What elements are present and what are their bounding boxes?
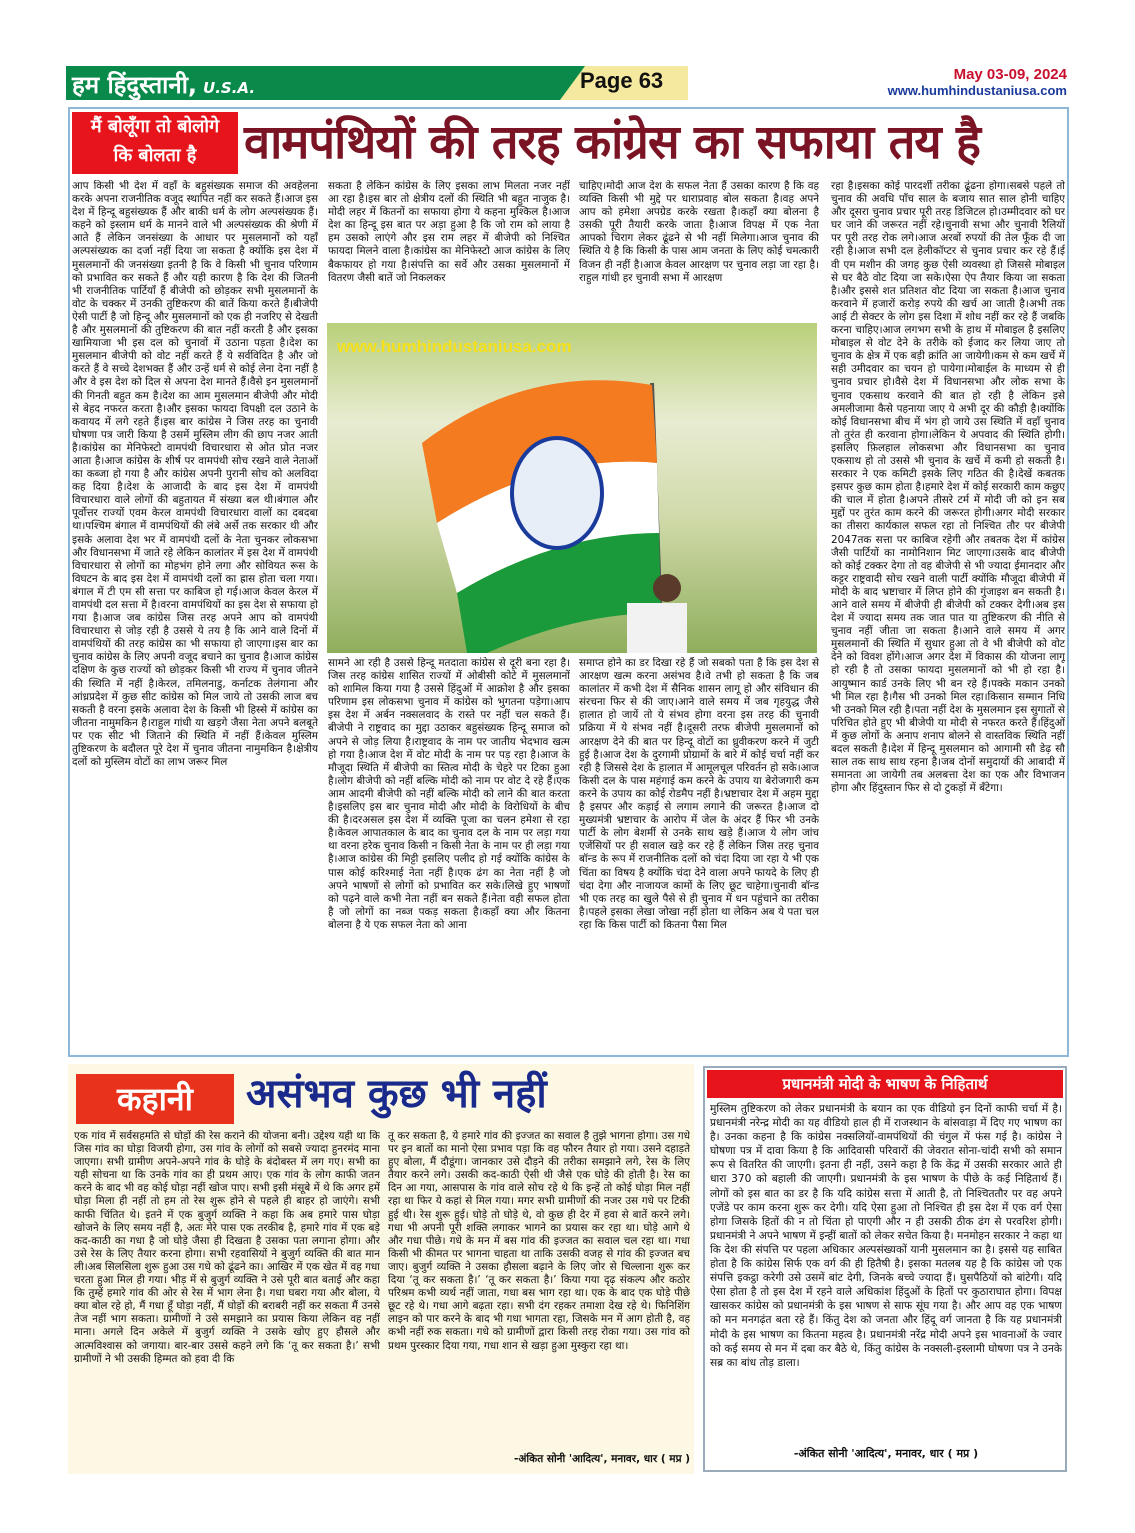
story-tag: कहानी (76, 1074, 234, 1124)
article-column-3-top: चाहिए।मोदी आज देश के सफल नेता हैं उसका कारण है कि वह व्यक्ति किसी भी मुद्दे पर धाराप्रवाह बोल सकता है।वह अपने आप को हमेशा अपग्रेड करके रखता है।कहाँ क्या बोलना है उसकी पूरी तैयारी करके जाता है।आज विपक्ष में एक नेता आपको चिराग लेकर ढूंढने से भी नहीं मिलेगा।आज चुनाव की स्थिति ये है कि किसी के पास आम जनता के लिए कोई चमत्कारी विजन ही नहीं है।आज केवल आरक्षण पर चुनाव लड़ा जा रहा है।राहुल गांधी हर चुनावी सभा में आरक्षण (579, 180, 819, 284)
issue-date: May 03-09, 2024 (953, 66, 1067, 83)
website-link[interactable]: www.humhindustaniusa.com (887, 83, 1067, 98)
story-text: तू कर सकता है, ये हमारे गांव की इज्जत का सवाल है तुझे भागना होगा। उस गधे पर इन बातों का मानो ऐसा प्रभाव पड़ा कि वह फौरन तैयार हो गया। उसने दहाड़ते हुए बोला, मैं दौडूंगा। जानकार उसे दौड़ने की तरीका समझाने लगे, रेस के लिए तैयार करने लगे। उसकी कद-काठी ऐसी थी जैसे एक घोड़े की होती है। रेस का दिन आ गया, आसपास के गांव वाले सोच रहे थे कि इन्हें तो कोई घोड़ा मिल नहीं रहा था फिर ये कहां से मिल गया। मगर सभी ग्रामीणों की नजर उस गधे पर टिकी हुई थी। रेस शुरू हुई। घोड़े तो घोड़े थे, वो कुछ ही देर में हवा से बातें करने लगे। गधा भी अपनी पूरी शक्ति लगाकर भागने का प्रयास कर रहा था। घोड़े आगे थे और गधा पीछे। गधे के मन में बस गांव की इज्जत का सवाल चल रहा था। गधा किसी भी कीमत पर भागना चाहता था ताकि उसकी वजह से गांव की इज्जत बच जाए। बुजुर्ग व्यक्ति ने उसका हौसला बढ़ाने के लिए जोर से चिल्लाना शुरू कर दिया ‘तू कर सकता है।’ ‘तू कर सकता है।’ किया गया दृढ़ संकल्प और कठोर परिश्रम कभी व्यर्थ नहीं जाता, गधा बस भाग रहा था। एक के बाद एक घोड़े पीछे छूट रहे थे। गधा आगे बढ़ता रहा। सभी दंग रहकर तमाशा देख रहे थे। फिनिशिंग लाइन को पार करने के बाद भी गधा भागता रहा, जिसके मन में आग होती है, वह कभी नहीं रुक सकता। गधे को ग्रामीणों द्वारा किसी तरह रोका गया। उस गांव को प्रथम पुरस्कार दिया गया, गधा शान से खड़ा हुआ मुस्कुरा रहा था। (388, 1130, 690, 1352)
article-column-3-bottom: समाप्त होने का डर दिखा रहे हैं जो सबको पता है कि इस देश से आरक्षण खत्म करना असंभव है।वे तभी हो सकता है कि जब कालांतर में कभी देश में सैनिक शासन लागू हो और संविधान की संरचना फिर से की जाए।आने वाले समय में जब गृहयुद्ध जैसे हालात हो जायें तो ये संभव होगा वरना इस तरह की चुनावी प्रक्रिया में ये संभव नहीं है।दूसरी तरफ बीजेपी मुसलमानों को आरक्षण देने की बात पर हिन्दू वोटों का ध्रुवीकरण करने में जुटी हुई है।आज देश के दुरगामी प्रोग्रामों के बारे में कोई चर्चा नहीं कर रही है जिससे देश के हालात में आमूलचूल परिवर्तन हो सके।आज किसी दल के पास महंगाई कम करने के उपाय या बेरोजगारी कम करने के उपाय का कोई रोडमैप नहीं है।भ्रष्टाचार देश में अहम मुद्दा है इसपर और कड़ाई से लगाम लगाने की जरूरत है।आज दो मुख्यमंत्री भ्रष्टाचार के आरोप में जेल के अंदर हैं फिर भी उनके पार्टी के लोग बेशर्मी से उनके साथ खड़े हैं।आज ये लोग जांच एजेंसियों पर ही सवाल खड़े कर रहे हैं लेकिन जिस तरह चुनाव बॉन्ड के रूप में राजनीतिक दलों को चंदा दिया जा रहा ये भी एक चिंता का विषय है क्योंकि चंदा देने वाला अपने फायदे के लिए ही चंदा देगा और नाजायज कामों के लिए छूट चाहेगा।चुनावी बॉन्ड भी एक तरह का खुले पैसे से ही चुनाव में धन पहुंचाने का तरीका है।पहले इसका लेखा जोखा नहीं होता था लेकिन अब ये पता चल रहा कि किस पार्टी को कितना पैसा मिल (579, 657, 819, 931)
column-tag-line: मैं बोलूँगा तो बोलोगे (90, 116, 220, 137)
story-column-2 (388, 1130, 690, 1468)
sidebar-text: मुस्लिम तुष्टिकरण को लेकर प्रधानमंत्री के बयान का एक वीडियो इन दिनों काफी चर्चा में है। प्रधानमंत्री नरेन्द्र मोदी का यह वीडियो हाल ही में राजस्थान के बांसवाड़ा में दिए गए भाषण का है। उनका कहना है कि कांग्रेस नक्सलियों-वामपंथियों की चंगुल में फंस गई है। कांग्रेस ने घोषणा पत्र में दावा किया है कि आदिवासी परिवारों की जेवरात सोना-चांदी सभी को समान रूप से वितरित की जाएगी। इतना ही नहीं, उसने कहा है कि केंद्र में उसकी सरकार आते ही धारा 370 को बहाली की जाएगी। प्रधानमंत्री के इस भाषण के पीछे के कई निहितार्थ हैं। लोगों को इस बात का डर है कि यदि कांग्रेस सत्ता में आती है, तो निश्चिततौर पर वह अपने एजेंडे पर काम करना शुरू कर देगी। यदि ऐसा हुआ तो निश्चित ही इस देश में एक वर्ग ऐसा होगा जिसके हितों की न तो चिंता हो पाएगी और न ही उसकी ठीक ढंग से परवरिश होगी। प्रधानमंत्री ने अपने भाषण में इन्हीं बातों को लेकर सचेत किया है। मनमोहन सरकार ने कहा था कि देश की संपत्ति पर पहला अधिकार अल्पसंख्यकों यानी मुसलमान का है। इससे यह साबित होता है कि कांग्रेस सिर्फ एक वर्ग की ही हितैषी है। इसका मतलब यह है कि कांग्रेस जो एक संपत्ति इकट्ठा करेगी उसे उसमें बांट देगी, जिनके बच्चे ज्यादा हैं। घुसपैठियों को बांटेगी। यदि ऐसा होता है तो इस देश में रहने वाले अधिकांश हिंदुओं के हितों पर कुठाराघात होगा। विपक्ष खासकर कांग्रेस को प्रधानमंत्री के इस भाषण से साफ सूंघ गया है। और आप वह एक भाषण को मन मनगढ़ंत बता रहे हैं। किंतु देश को जनता और हिंदू वर्ग जानता है कि यह प्रधानमंत्री मोदी के इस भाषण का कितना महत्व है। प्रधानमंत्री नरेंद्र मोदी अपने इस भावनाओं के ज्वार को कई समय से मन में दबा कर बैठे थे, किंतु कांग्रेस के नक्सली-इस्लामी घोषणा पत्र ने उनके सब्र का बांध तोड़ डाला। (710, 1103, 1062, 1369)
story-title: असंभव कुछ भी नहीं (246, 1071, 547, 1117)
page-number: Page 63 (580, 68, 664, 93)
article-column-4: रहा है।इसका कोई पारदर्शी तरीका ढूंढना होगा।सबसे पहले तो चुनाव की अवधि पाँच साल के बजाय सात साल होनी चाहिए और दूसरा चुनाव प्रचार पूरी तरह डिजिटल हो।उम्मीदवार को घर घर जाने की जरूरत नहीं रहे।चुनावी सभा और चुनावी रैलियों पर पूरी तरह रोक लगे।आज अरबों रुपयों की तेल फूँक दी जा रही है।आज सभी दल हेलीकॉप्टर से चुनाव प्रचार कर रहे हैं।ई वी एम मशीन की जगह कुछ ऐसी व्यवस्था हो जिससे मोबाइल से घर बैठे वोट दिया जा सके।ऐसा ऐप तैयार किया जा सकता है।और इससे शत प्रतिशत वोट दिया जा सकता है।आज चुनाव करवाने में हजारों करोड़ रुपये की खर्च आ जाती है।अभी तक आई टी सेक्टर के लोग इस दिशा में शोध नहीं कर रहे हैं जबकि करना चाहिए।आज लगभग सभी के हाथ में मोबाइल है इसलिए मोबाइल से वोट देने के तरीके को ईजाद कर लिया जाए तो चुनाव के क्षेत्र में एक बड़ी क्रांति आ जायेगी।कम से कम खर्चे में सही उमीदवार का चयन हो पायेगा।मोबाईल के माध्यम से ही चुनाव प्रचार हो।वैसे देश में विधानसभा और लोक सभा के चुनाव एकसाथ करवाने की बात हो रही है लेकिन इसे अमलीजामा कैसे पहनाया जाए ये अभी दूर की कौड़ी है।क्योंकि कोई विधानसभा बीच में भंग हो जाये उस स्थिति में वहाँ चुनाव तो तुरंत ही करवाना होगा।लेकिन ये अपवाद की स्थिति होगी।इसलिए फ़िलहाल लोकसभा और विधानसभा का चुनाव एकसाथ हो तो उससे भी चुनाव के खर्चे में कमी हो सकती है।सरकार ने एक कमिटी इसके लिए गठित की है।देखें कबतक इसपर कुछ काम होता है।हमारे देश में कोई सरकारी काम कछुए की चाल में होता है।अपने तीसरे टर्म में मोदी जी को इन सब मुद्दों पर तुरंत काम करने की जरूरत होगी।अगर मोदी सरकार का तीसरा कार्यकाल सफल रहा तो निश्चित तौर पर बीजेपी 2047तक सत्ता पर काबिज रहेगी और तबतक देश में कांग्रेस जैसी पार्टियों का नामोनिशान मिट जाएगा।उसके बाद बीजेपी को कोई टक्कर देगा तो वह बीजेपी से भी ज्यादा ईमानदार और कट्टर राष्ट्रवादी सोच रखने वाली पार्टी क्योंकि मौजूदा बीजेपी में मोदी के बाद भ्रष्टाचार में लिप्त होने की गुंजाइश बन सकती है।आने वाले समय में बीजेपी ही बीजेपी को टक्कर देगी।अब इस देश में ज्यादा समय तक जात पात या तुष्टिकरण की नीति से चुनाव नहीं जीता जा सकता है।आने वाले समय में अगर मुसलमानों की स्थिति में सुधार हुआ तो वे भी बीजेपी को वोट देने को विवश होंगे।आज अगर देश में विकास की योजना लागू हो रही है तो उसका फायदा मुसलमानों को भी हो रहा है।आयुष्मान कार्ड उनके लिए भी बन रहे हैं।पक्के मकान उनको भी मिल रहा है।गैस भी उनको मिल रहा।किसान सम्मान निधि भी उनको मिल रही है।पता नहीं देश के मुसलमान इस सुगातों से परिचित होते हुए भी बीजेपी या मोदी से नफरत करते हैं।हिंदुओं में कुछ लोगों के अनाप शनाप बोलने से वास्तविक स्थिति नहीं बदल सकती है।देश में हिन्दू मुसलमान को आगामी सौ डेढ़ सौ साल तक साथ साथ रहना है।जब दोनों समुदायों की आबादी में समानता आ जायेगी तब अलबत्ता देश का एक और विभाजन होगा और हिंदुस्तान फिर से दो टुकड़ों में बँटेगा। (831, 180, 1065, 795)
brand-logo (72, 68, 255, 101)
sidebar-article (710, 1102, 1062, 1468)
article-column-2-bottom: सामने आ रही है उससे हिन्दू मतदाता कांग्रेस से दूरी बना रहा है।जिस तरह कांग्रेस शासित राज्यों में ओबीसी कोटे में मुसलमानों को शामिल किया गया है उससे हिंदुओं में आक्रोश है और इसका परिणाम इस लोकसभा चुनाव में कांग्रेस को भुगतना पड़ेगा।आप इस देश में अर्बन नक्सलवाद के रास्ते पर नहीं चल सकते हैं।बीजेपी ने राष्ट्रवाद का मुद्दा उठाकर बहुसंख्यक हिन्दू समाज को अपने से जोड़ लिया है।राष्ट्रवाद के नाम पर जातीय भेदभाव खत्म हो गया है।आज देश में वोट मोदी के नाम पर पड़ रहा है।आज के मौजूदा स्थिति में बीजेपी का स्तित्व मोदी के चेहरे पर टिका हुआ है।लोग बीजेपी को नहीं बल्कि मोदी को नाम पर वोट दे रहे हैं।एक आम आदमी बीजेपी को नहीं बल्कि मोदी को लाने की बात करता है।इसलिए इस बार चुनाव मोदी और मोदी के विरोधियों के बीच की है।दरअसल इस देश में व्यक्ति पूजा का चलन हमेशा से रहा है।केवल आपातकाल के बाद का चुनाव दल के नाम पर लड़ा गया था वरना हरेक चुनाव किसी न किसी नेता के नाम पर ही लड़ा गया है।आज कांग्रेस की मिट्टी इसलिए पलीद हो गई क्योंकि कांग्रेस के पास कोई करिश्माई नेता नहीं है।एक ढंग का नेता नहीं है जो अपने भाषणों से लोगों को प्रभावित कर सके।लिखे हुए भाषणों को पढ़ने वाले कभी नेता नहीं बन सकते हैं।नेता वही सफल होता है जो लोगों का नब्ज पकड़ सकता है।कहाँ क्या और कितना बोलना है ये एक सफल नेता को आना (328, 657, 570, 931)
story-column-1: एक गांव में सर्वसहमति से घोड़ों की रेस कराने की योजना बनी। उद्देश्य यही था कि जिस गांव का घोड़ा विजयी होगा, उस गांव के लोगों को सबसे ज्यादा हुनरमंद माना जाएगा। सभी ग्रामीण अपने-अपने गांव के घोड़े के बंदोबस्त में लग गए। सभी का यही सोचना था कि उनके गांव का ही प्रथम आए। एक गांव के लोग काफी जतन करने के बाद भी वह कोई घोड़ा नहीं खोज पाए। सभी इसी मंसूबे में थे कि अगर हमें घोड़ा मिला ही नहीं तो हम तो रेस शुरू होने से पहले ही बाहर हो जाएंगे। सभी काफी चिंतित थे। इतने में एक बुजुर्ग व्यक्ति ने कहा कि अब हमारे पास घोड़ा खोजने के लिए समय नहीं है, अतः मेरे पास एक तरकीब है, हमारे गांव में एक बड़े कद-काठी का गधा है जो घोड़े जैसा ही दिखता है उसका पता लगाना होगा। और उसे रेस के लिए तैयार करना होगा। सभी रहवासियों ने बुजुर्ग व्यक्ति की बात मान ली।अब सिलसिला शुरू हुआ उस गधे को ढूंढने का। आखिर में एक खेत में वह गधा चरता हुआ मिल ही गया। भीड़ में से बुजुर्ग व्यक्ति ने उसे पूरी बात बताई और कहा कि तुम्हें हमारे गांव की ओर से रेस में भाग लेना है। गधा घबरा गया और बोला, ये क्या बोल रहे हो, मैं गधा हूँ घोड़ा नहीं, मैं घोड़ों की बराबरी नहीं कर सकता मैं उनसे तेज नहीं भाग सकता। ग्रामीणों ने उसे समझाने का प्रयास किया लेकिन वह नहीं माना। अगले दिन अकेले में बुजुर्ग व्यक्ति ने उसके खोए हुए हौसले और आत्मविश्वास को जगाया। बार-बार उससे कहने लगे कि ‘तू कर सकता है।’ सभी ग्रामीणों ने भी उसकी हिम्मत को हवा दी कि (74, 1130, 380, 1365)
sidebar-title: प्रधानमंत्री मोदी के भाषण के निहितार्थ (707, 1070, 1063, 1098)
column-tag (72, 112, 238, 174)
flag-illustration (327, 323, 817, 653)
photo-watermark: www.humhindustaniusa.com (337, 337, 572, 356)
article-column-1: आप किसी भी देश में वहाँ के बहुसंख्यक समाज की अवहेलना करके अपना राजनीतिक वजूद स्थापित नहीं कर सकते हैं।आज इस देश में हिन्दू बहुसंख्यक हैं और बाकी धर्म के लोग अल्पसंख्यक हैं।कहने को इस्लाम धर्म के मानने वाले भी अल्पसंख्यक की श्रेणी में आते हैं लेकिन जनसंख्या के आधार पर मुसलमानों को यहाँ अल्पसंख्यक का दर्जा नहीं दिया जा सकता है क्योंकि इस देश में मुसलमानों की जनसंख्या इतनी है कि वे किसी भी चुनाव परिणाम को प्रभावित कर सकते हैं और यही कारण है कि देश की जितनी भी राजनीतिक पार्टियाँ हैं बीजेपी को छोड़कर सभी मुसलमानों के वोट के चक्कर में उनकी तुष्टिकरण की बातें किया करते हैं।बीजेपी ऐसी पार्टी है जो हिन्दू और मुसलमानों को एक ही नजरिए से देखती है और मुसलमानों की तुष्टिकरण की बात नहीं करती है और इसका खामियाजा भी इस दल को चुनावों में उठाना पड़ता है।देश का मुसलमान बीजेपी को वोट नहीं करते हैं ये सर्वविदित है और जो करते हैं वे सच्चे देशभक्त हैं और उन्हें धर्म से कोई लेना देना नहीं है और वे इस देश को दिल से अपना देश मानते हैं।वैसे इन मुसलमानों की गिनती बहुत कम है।देश का आम मुसलमान बीजेपी और मोदी से बेहद नफरत करता है।और इसका फायदा विपक्षी दल उठाने के कवायद में लगे रहते हैं।इस बार कांग्रेस ने जिस तरह का चुनावी घोषणा पत्र जारी किया है उसमें मुस्लिम लीग की छाप नजर आती है।कांग्रेस का मेनिफेस्टो वामपंथी विचारधारा से ओत प्रोत नजर आता है।आज कांग्रेस के शीर्ष पर वामपंथी सोच रखने वाले नेताओं का कब्जा हो गया है और कांग्रेस अपनी पुरानी सोच को अलविदा कह दिया है।देश के आजादी के बाद इस देश में वामपंथी विचारधारा वाले लोगों की बहुतायत में संख्या बल थी।बंगाल और पूर्वोत्तर राज्यों एवम केरल वामपंथी विचारधारा वालों का दबदबा था।पश्चिम बंगाल में वामपंथियों की लंबे अर्से तक सरकार थी और इसके अलावा देश भर में वामपंथी दलों के नेता चुनकर लोकसभा और विधानसभा में जाते रहे लेकिन कालांतर में इस देश में वामपंथी विचारधारा से लोगों का मोहभंग होने लगा और सोवियत रूस के विघटन के बाद इस देश में वामपंथी दलों का ह्रास होता चला गया।बंगाल में टी एम सी सत्ता पर काबिज हो गई।आज केवल केरल में वामपंथी दल सत्ता में है।वरना वामपंथियों का इस देश से सफाया हो गया है।आज जब कांग्रेस जिस तरह अपने आप को वामपंथी विचारधारा से जोड़ रही है उससे ये तय है कि आने वाले दिनों में वामपंथियों की तरह कांग्रेस का भी सफाया हो जाएगा।इस बार का चुनाव कांग्रेस के लिए अपनी वजूद बचाने का चुनाव है।आज कांग्रेस दक्षिण के कुछ राज्यों को छोड़कर किसी भी राज्य में चुनाव जीतने की स्थिति में नहीं है।केरल, तमिलनाडु, कर्नाटक तेलंगाना और आंध्रप्रदेश में कुछ सीट कांग्रेस को मिल जाये तो उसकी लाज बच सकती है वरना इसके अलावा देश के किसी भी हिस्से में कांग्रेस का जीतना नामुमकिन है।राहुल गांधी या खड़गे जैसा नेता अपने बलबूते पर एक सीट भी जिताने की स्थिति में नहीं हैं।केवल मुस्लिम तुष्टिकरण के बदौलत पूरे देश में चुनाव जीतना नामुमकिन है।क्षेत्रीय दलों को मुस्लिम वोटों का लाभ जरूर मिल (72, 180, 318, 769)
sidebar-byline: -अंकित सोनी 'आदित्य', मनावर, धार ( मप्र ) (793, 1447, 979, 1460)
story-byline: -अंकित सोनी 'आदित्य', मनावर, धार ( मप्र ) (514, 1453, 690, 1465)
congress-flag-photo (327, 323, 817, 653)
brand-suffix: U.S.A. (203, 79, 256, 97)
brand-name: हम हिंदुस्तानी, (72, 71, 198, 99)
column-tag-line: कि बोलता है (113, 145, 197, 166)
article-column-2-top: सकता है लेकिन कांग्रेस के लिए इसका लाभ मिलता नजर नहीं आ रहा है।इस बार तो क्षेत्रीय दलों की स्थिति भी बहुत नाजुक है।मोदी लहर में कितनों का सफाया होगा ये कहना मुश्किल है।आज देश का हिन्दू इस बात पर अड़ा हुआ है कि जो राम को लाया है हम उसको लाएंगे और इस राम लहर में बीजेपी को निश्चित फायदा मिलने वाला है।कांग्रेस का मेनिफेस्टो आज कांग्रेस के लिए बैकफायर हो गया है।संपत्ति का सर्वे और उसका मुसलमानों में वितरण जैसी बातें जो निकलकर (328, 180, 570, 284)
article-headline: वामपंथियों की तरह कांग्रेस का सफाया तय है (244, 115, 980, 170)
